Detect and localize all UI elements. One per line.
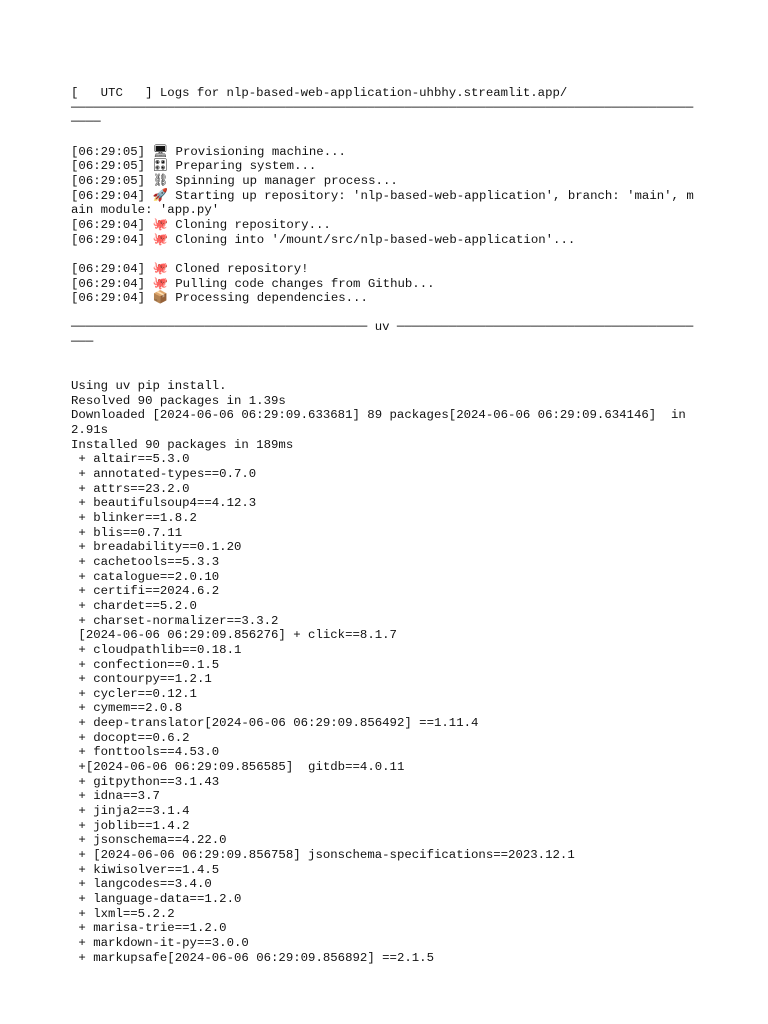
log-line: + beautifulsoup4==4.12.3	[71, 496, 257, 511]
log-line: + blinker==1.8.2	[71, 510, 197, 525]
log-line: + attrs==23.2.0	[71, 481, 190, 496]
log-line: + gitpython==3.1.43	[71, 774, 220, 789]
log-output	[71, 86, 699, 965]
log-line: + [2024-06-06 06:29:09.856758] jsonschema-specifications==2023.12.1	[71, 848, 575, 863]
log-line: + markupsafe[2024-06-06 06:29:09.856892] ==2.1.5	[71, 950, 434, 965]
log-line: [2024-06-06 06:29:09.856276] + click==8.1.7	[71, 628, 397, 643]
log-line: + cloudpathlib==0.18.1	[71, 642, 242, 657]
log-line: + kiwisolver==1.4.5	[71, 862, 220, 877]
log-line: +[2024-06-06 06:29:09.856585] gitdb==4.0.11	[71, 760, 405, 775]
log-line: + language-data==1.2.0	[71, 892, 242, 907]
log-line: + annotated-types==0.7.0	[71, 466, 257, 481]
log-line: + joblib==1.4.2	[71, 818, 190, 833]
log-line: Installed 90 packages in 189ms	[71, 437, 294, 452]
log-line: + deep-translator[2024-06-06 06:29:09.856492] ==1.11.4	[71, 716, 479, 731]
log-line: + marisa-trie==1.2.0	[71, 921, 227, 936]
log-line: + certifi==2024.6.2	[71, 584, 220, 599]
log-line: + cachetools==5.3.3	[71, 554, 220, 569]
log-line: [06:29:04] 🚀 Starting up repository: 'nlp-based-web-application', branch: 'main', main module: 'app.py'	[71, 188, 694, 218]
log-line: + contourpy==1.2.1	[71, 672, 212, 687]
log-line: ──────────────────────────────────────── uv ───────────────────────────────────────────	[71, 320, 694, 350]
log-line: Resolved 90 packages in 1.39s	[71, 393, 286, 408]
log-line	[71, 350, 699, 365]
log-line: + jsonschema==4.22.0	[71, 833, 227, 848]
log-line: ────────────────────────────────────────────────────────────────────────────────────────	[71, 100, 694, 130]
log-line: + markdown-it-py==3.0.0	[71, 935, 249, 950]
log-line	[71, 306, 699, 321]
log-line: + catalogue==2.0.10	[71, 569, 220, 584]
log-line: + charset-normalizer==3.3.2	[71, 613, 279, 628]
log-line: + lxml==5.2.2	[71, 906, 175, 921]
log-line	[71, 247, 699, 262]
log-line: + fonttools==4.53.0	[71, 745, 220, 760]
log-line: [06:29:05] ⛓ Spinning up manager process...	[71, 173, 398, 188]
log-line: Downloaded [2024-06-06 06:29:09.633681] 89 packages[2024-06-06 06:29:09.634146] in 2.91s	[71, 408, 694, 438]
log-line: + chardet==5.2.0	[71, 598, 197, 613]
log-line	[71, 130, 699, 145]
log-line: [06:29:04] 🐙 Cloning into '/mount/src/nlp-based-web-application'...	[71, 232, 576, 247]
log-line: + jinja2==3.1.4	[71, 804, 190, 819]
log-line: [06:29:04] 🐙 Cloning repository...	[71, 217, 331, 232]
log-line: + breadability==0.1.20	[71, 540, 242, 555]
log-line: + blis==0.7.11	[71, 525, 183, 540]
log-line: Using uv pip install.	[71, 379, 227, 394]
log-line: [06:29:04] 🐙 Cloned repository!	[71, 261, 309, 276]
log-line: + cycler==0.12.1	[71, 686, 197, 701]
log-line: + idna==3.7	[71, 789, 160, 804]
log-line: [06:29:05] 🖥 Provisioning machine...	[71, 144, 346, 159]
log-line: + cymem==2.0.8	[71, 701, 183, 716]
log-line: [06:29:04] 🐙 Pulling code changes from Github...	[71, 276, 435, 291]
log-line: [06:29:04] 📦 Processing dependencies...	[71, 291, 368, 306]
log-line: [06:29:05] 🎛 Preparing system...	[71, 159, 317, 174]
log-line: + confection==0.1.5	[71, 657, 220, 672]
log-line	[71, 364, 699, 379]
log-line: [ UTC ] Logs for nlp-based-web-application-uhbhy.streamlit.app/	[71, 86, 568, 100]
log-line: + docopt==0.6.2	[71, 730, 190, 745]
log-line: + langcodes==3.4.0	[71, 877, 212, 892]
log-line: + altair==5.3.0	[71, 452, 190, 467]
